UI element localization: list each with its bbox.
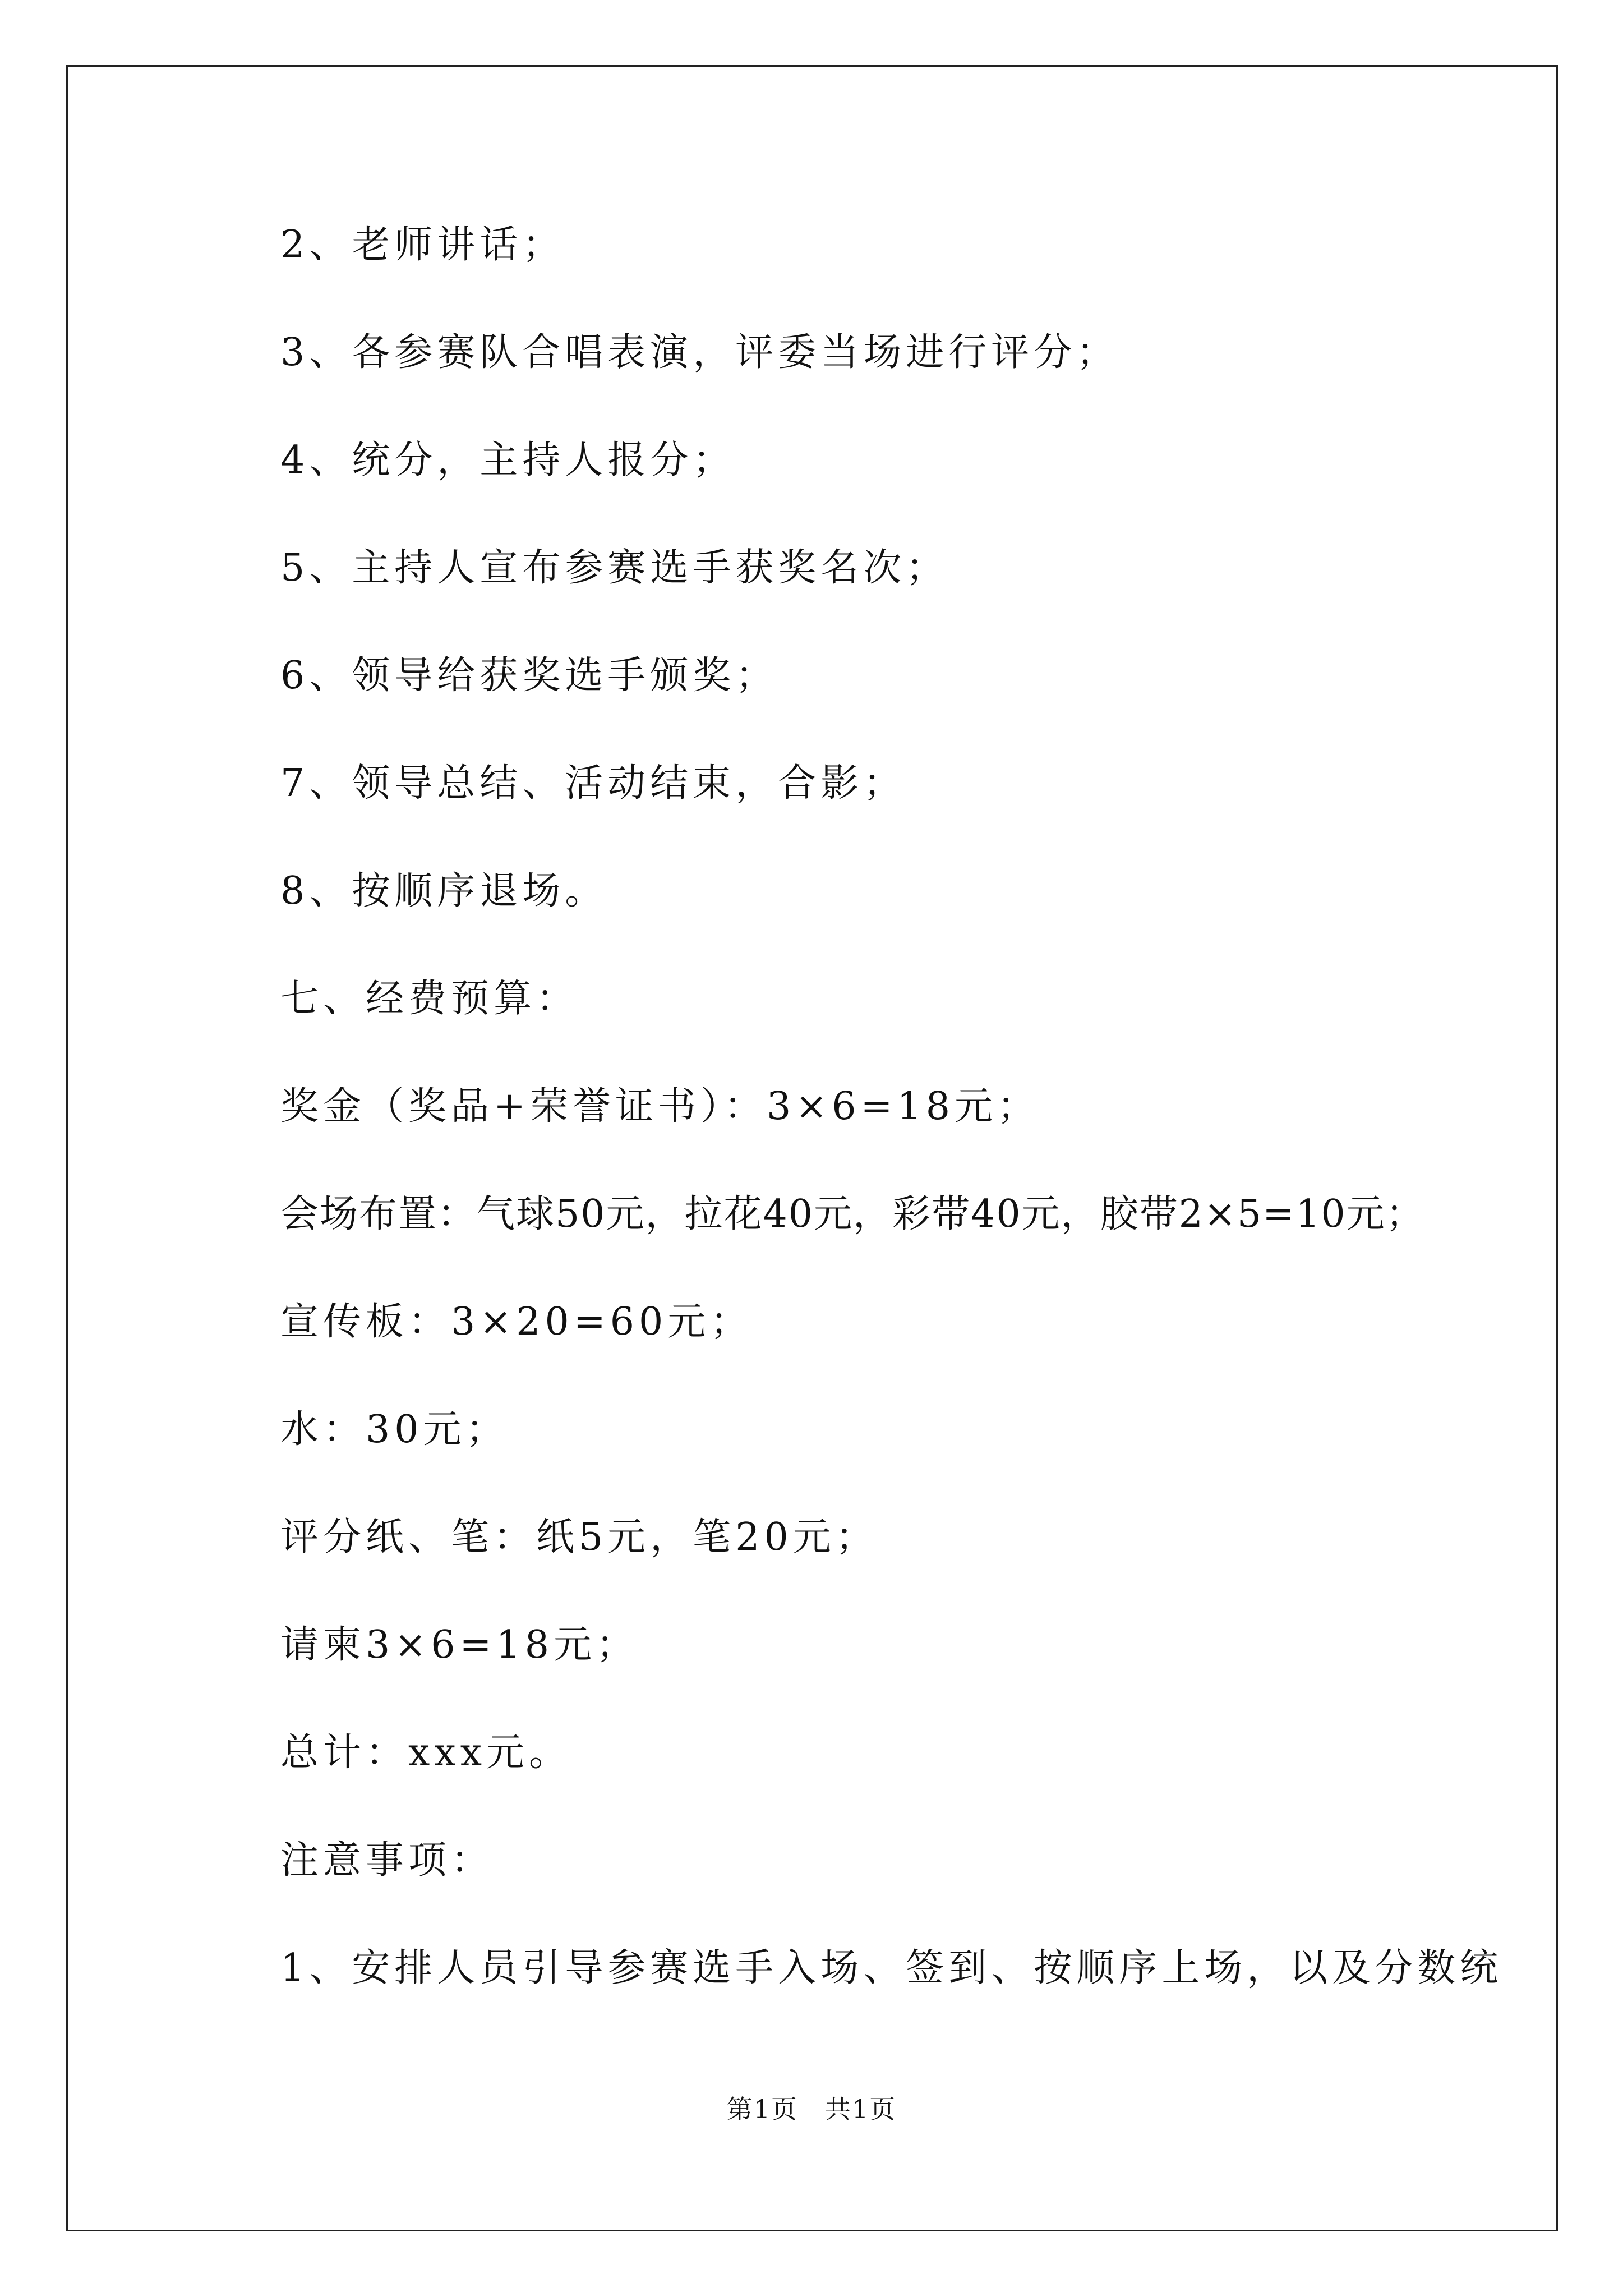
note-item-1: 1、安排人员引导参赛选手入场、签到、按顺序上场，以及分数统 bbox=[280, 1946, 1503, 1990]
budget-total: 总计：xxx元。 bbox=[280, 1731, 572, 1775]
agenda-item-5: 5、主持人宣布参赛选手获奖名次； bbox=[280, 546, 949, 590]
budget-item-venue: 会场布置：气球50元，拉花40元，彩带40元，胶带2×5=10元； bbox=[280, 1192, 1425, 1236]
budget-item-boards: 宣传板：3×20=60元； bbox=[280, 1300, 753, 1344]
budget-item-invitations: 请柬3×6=18元； bbox=[280, 1623, 639, 1667]
agenda-item-6: 6、领导给获奖选手颁奖； bbox=[280, 654, 778, 698]
section-heading-notes: 注意事项： bbox=[280, 1838, 494, 1883]
budget-item-prizes: 奖金（奖品+荣誉证书）：3×6=18元； bbox=[280, 1084, 1040, 1129]
page-border bbox=[66, 65, 1558, 2231]
agenda-item-7: 7、领导总结、活动结束，合影； bbox=[280, 761, 906, 806]
section-heading-budget: 七、经费预算： bbox=[280, 977, 579, 1021]
budget-item-water: 水：30元； bbox=[280, 1407, 509, 1452]
budget-item-paper-pens: 评分纸、笔：纸5元，笔20元； bbox=[280, 1515, 878, 1559]
agenda-item-2: 2、老师讲话； bbox=[280, 223, 565, 267]
agenda-item-4: 4、统分，主持人报分； bbox=[280, 438, 736, 482]
page-number-footer: 第1页 共1页 bbox=[726, 2094, 897, 2124]
agenda-item-3: 3、各参赛队合唱表演，评委当场进行评分； bbox=[280, 330, 1119, 375]
agenda-item-8: 8、按顺序退场。 bbox=[280, 869, 608, 913]
